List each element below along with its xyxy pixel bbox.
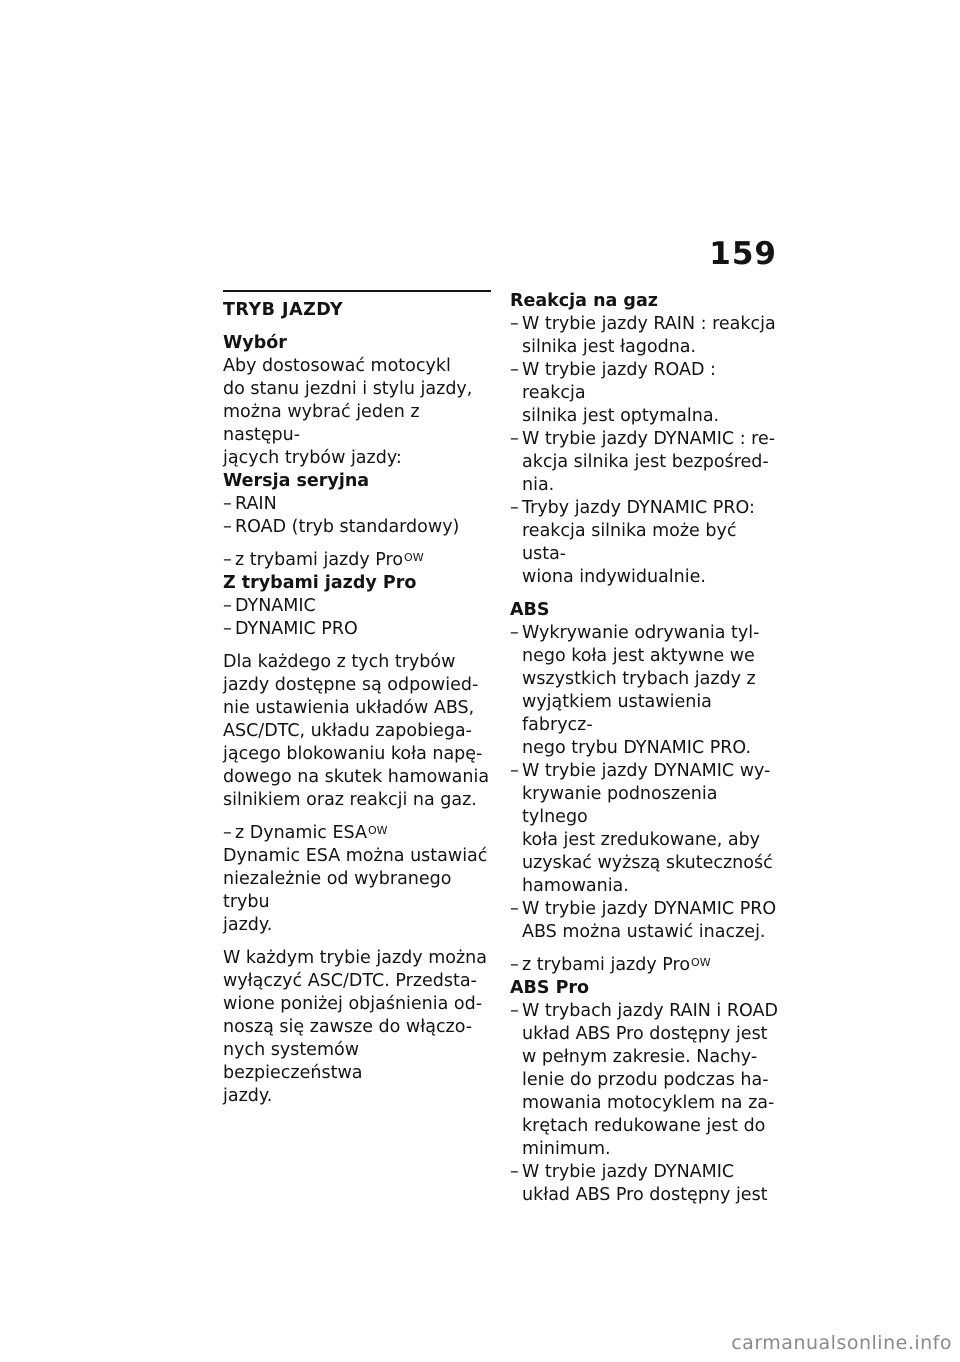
option-badge: OW [367,824,388,837]
note-pro-modes-abs [510,954,782,977]
text-line: można wybrać jeden z następu- [223,402,420,445]
section-rule [223,290,491,292]
text-line: do stanu jezdni i stylu jazdy, [223,379,473,399]
text-line: jącego blokowaniu koła napę- [223,744,483,764]
right-column [510,290,782,1207]
text-line: koła jest zredukowane, aby [522,830,761,850]
text-line: – W trybie jazdy DYNAMIC PRO [522,899,777,919]
text-line: reakcja silnika może być usta- [522,521,737,564]
text-line: jących trybów jazdy: [223,448,402,468]
text-line: – W trybach jazdy RAIN i ROAD [522,1001,778,1021]
pro-list [223,595,495,641]
text-line: wyłączyć ASC/DTC. Przedsta- [223,971,477,991]
text-line: mowania motocyklem na za- [522,1093,775,1113]
text-line: lenie do przodu podczas ha- [522,1070,769,1090]
text-line: krywanie podnoszenia tylnego [522,784,718,827]
text-line: nego trybu DYNAMIC PRO. [522,738,752,758]
text-line: jazdy. [223,1086,273,1106]
text-line: hamowania. [522,876,629,896]
text-line: wyjątkiem ustawienia fabrycz- [522,692,712,735]
wersja-heading: Wersja seryjna [223,471,370,491]
option-badge: OW [404,551,424,564]
text-line: Dla każdego z tych trybów [223,652,456,672]
page-number: 159 [709,236,777,272]
text-line: nia. [522,475,555,495]
text-line: nego koła jest aktywne we [522,646,755,666]
text-line: jazdy dostępne są odpowied- [223,675,479,695]
list-item: – DYNAMIC PRO [223,618,495,641]
text-line: dowego na skutek hamowania [223,767,490,787]
list-item: – RAIN [223,493,495,516]
list-item [510,313,782,359]
list-item: – ROAD (tryb standardowy) [223,516,495,539]
text-line: Dynamic ESA można ustawiać [223,846,488,866]
note-text: z trybami jazdy Pro [522,955,691,975]
settings-paragraph [223,651,495,812]
text-line: układ ABS Pro dostępny jest [522,1185,768,1205]
section-title: TRYB JAZDY [223,300,344,320]
watermark: carmanualsonline.info [731,1332,952,1354]
wersja-list [223,493,495,539]
text-line: silnika jest optymalna. [522,406,720,426]
list-item [510,428,782,497]
text-line: krętach redukowane jest do [522,1116,766,1136]
text-line: – W trybie jazdy DYNAMIC [522,1162,735,1182]
text-line: ABS można ustawić inaczej. [522,922,766,942]
text-line: niezależnie od wybranego trybu [223,869,452,912]
text-line: noszą się zawsze do włączo- [223,1017,473,1037]
text-line: w pełnym zakresie. Nachy- [522,1047,758,1067]
text-line: układ ABS Pro dostępny jest [522,1024,768,1044]
esa-paragraph [223,845,495,937]
text-line: wiona indywidualnie. [522,567,706,587]
text-line: Aby dostosować motocykl [223,356,451,376]
asc-paragraph [223,947,495,1108]
text-line: nie ustawienia układów ABS, [223,698,475,718]
pro-heading: Z trybami jazdy Pro [223,573,417,593]
reakcja-heading: Reakcja na gaz [510,291,658,311]
text-line: minimum. [522,1139,611,1159]
list-item [510,898,782,944]
text-line: – W trybie jazdy ROAD : reakcja [522,360,716,403]
text-line: wione poniżej objaśnienia od- [223,994,483,1014]
abspro-list [510,1000,782,1207]
reakcja-list [510,313,782,589]
wybor-text [223,355,495,470]
note-dynamic-esa [223,822,495,845]
text-line: – Wykrywanie odrywania tyl- [522,623,760,643]
text-line: ASC/DTC, układu zapobiega- [223,721,472,741]
text-line: – Tryby jazdy DYNAMIC PRO: [522,498,755,518]
abs-heading: ABS [510,600,550,620]
abspro-heading: ABS Pro [510,978,590,998]
abs-list-extra [510,898,782,944]
list-item [510,760,782,898]
text-line: akcja silnika jest bezpośred- [522,452,769,472]
text-line: W każdym trybie jazdy można [223,948,487,968]
list-item: – DYNAMIC [223,595,495,618]
list-item [510,1161,782,1207]
list-item [510,497,782,589]
text-line: nych systemów bezpieczeństwa [223,1040,363,1083]
text-line: – W trybie jazdy DYNAMIC wy- [522,761,771,781]
text-line: jazdy. [223,915,273,935]
text-line: uzyskać wyższą skuteczność [522,853,773,873]
list-item [510,1000,782,1161]
list-item [510,622,782,760]
text-line: silnikiem oraz reakcji na gaz. [223,790,477,810]
list-item [510,359,782,428]
note-text: z Dynamic ESA [235,823,367,843]
left-column [223,290,495,1108]
text-line: – W trybie jazdy DYNAMIC : re- [522,429,776,449]
abs-list [510,622,782,898]
note-text: z trybami jazdy Pro [235,550,404,570]
wybor-heading: Wybór [223,333,287,353]
text-line: silnika jest łagodna. [522,337,697,357]
note-pro-modes [223,549,495,572]
option-badge: OW [691,956,711,969]
text-line: wszystkich trybach jazdy z [522,669,756,689]
text-line: – W trybie jazdy RAIN : reakcja [522,314,776,334]
